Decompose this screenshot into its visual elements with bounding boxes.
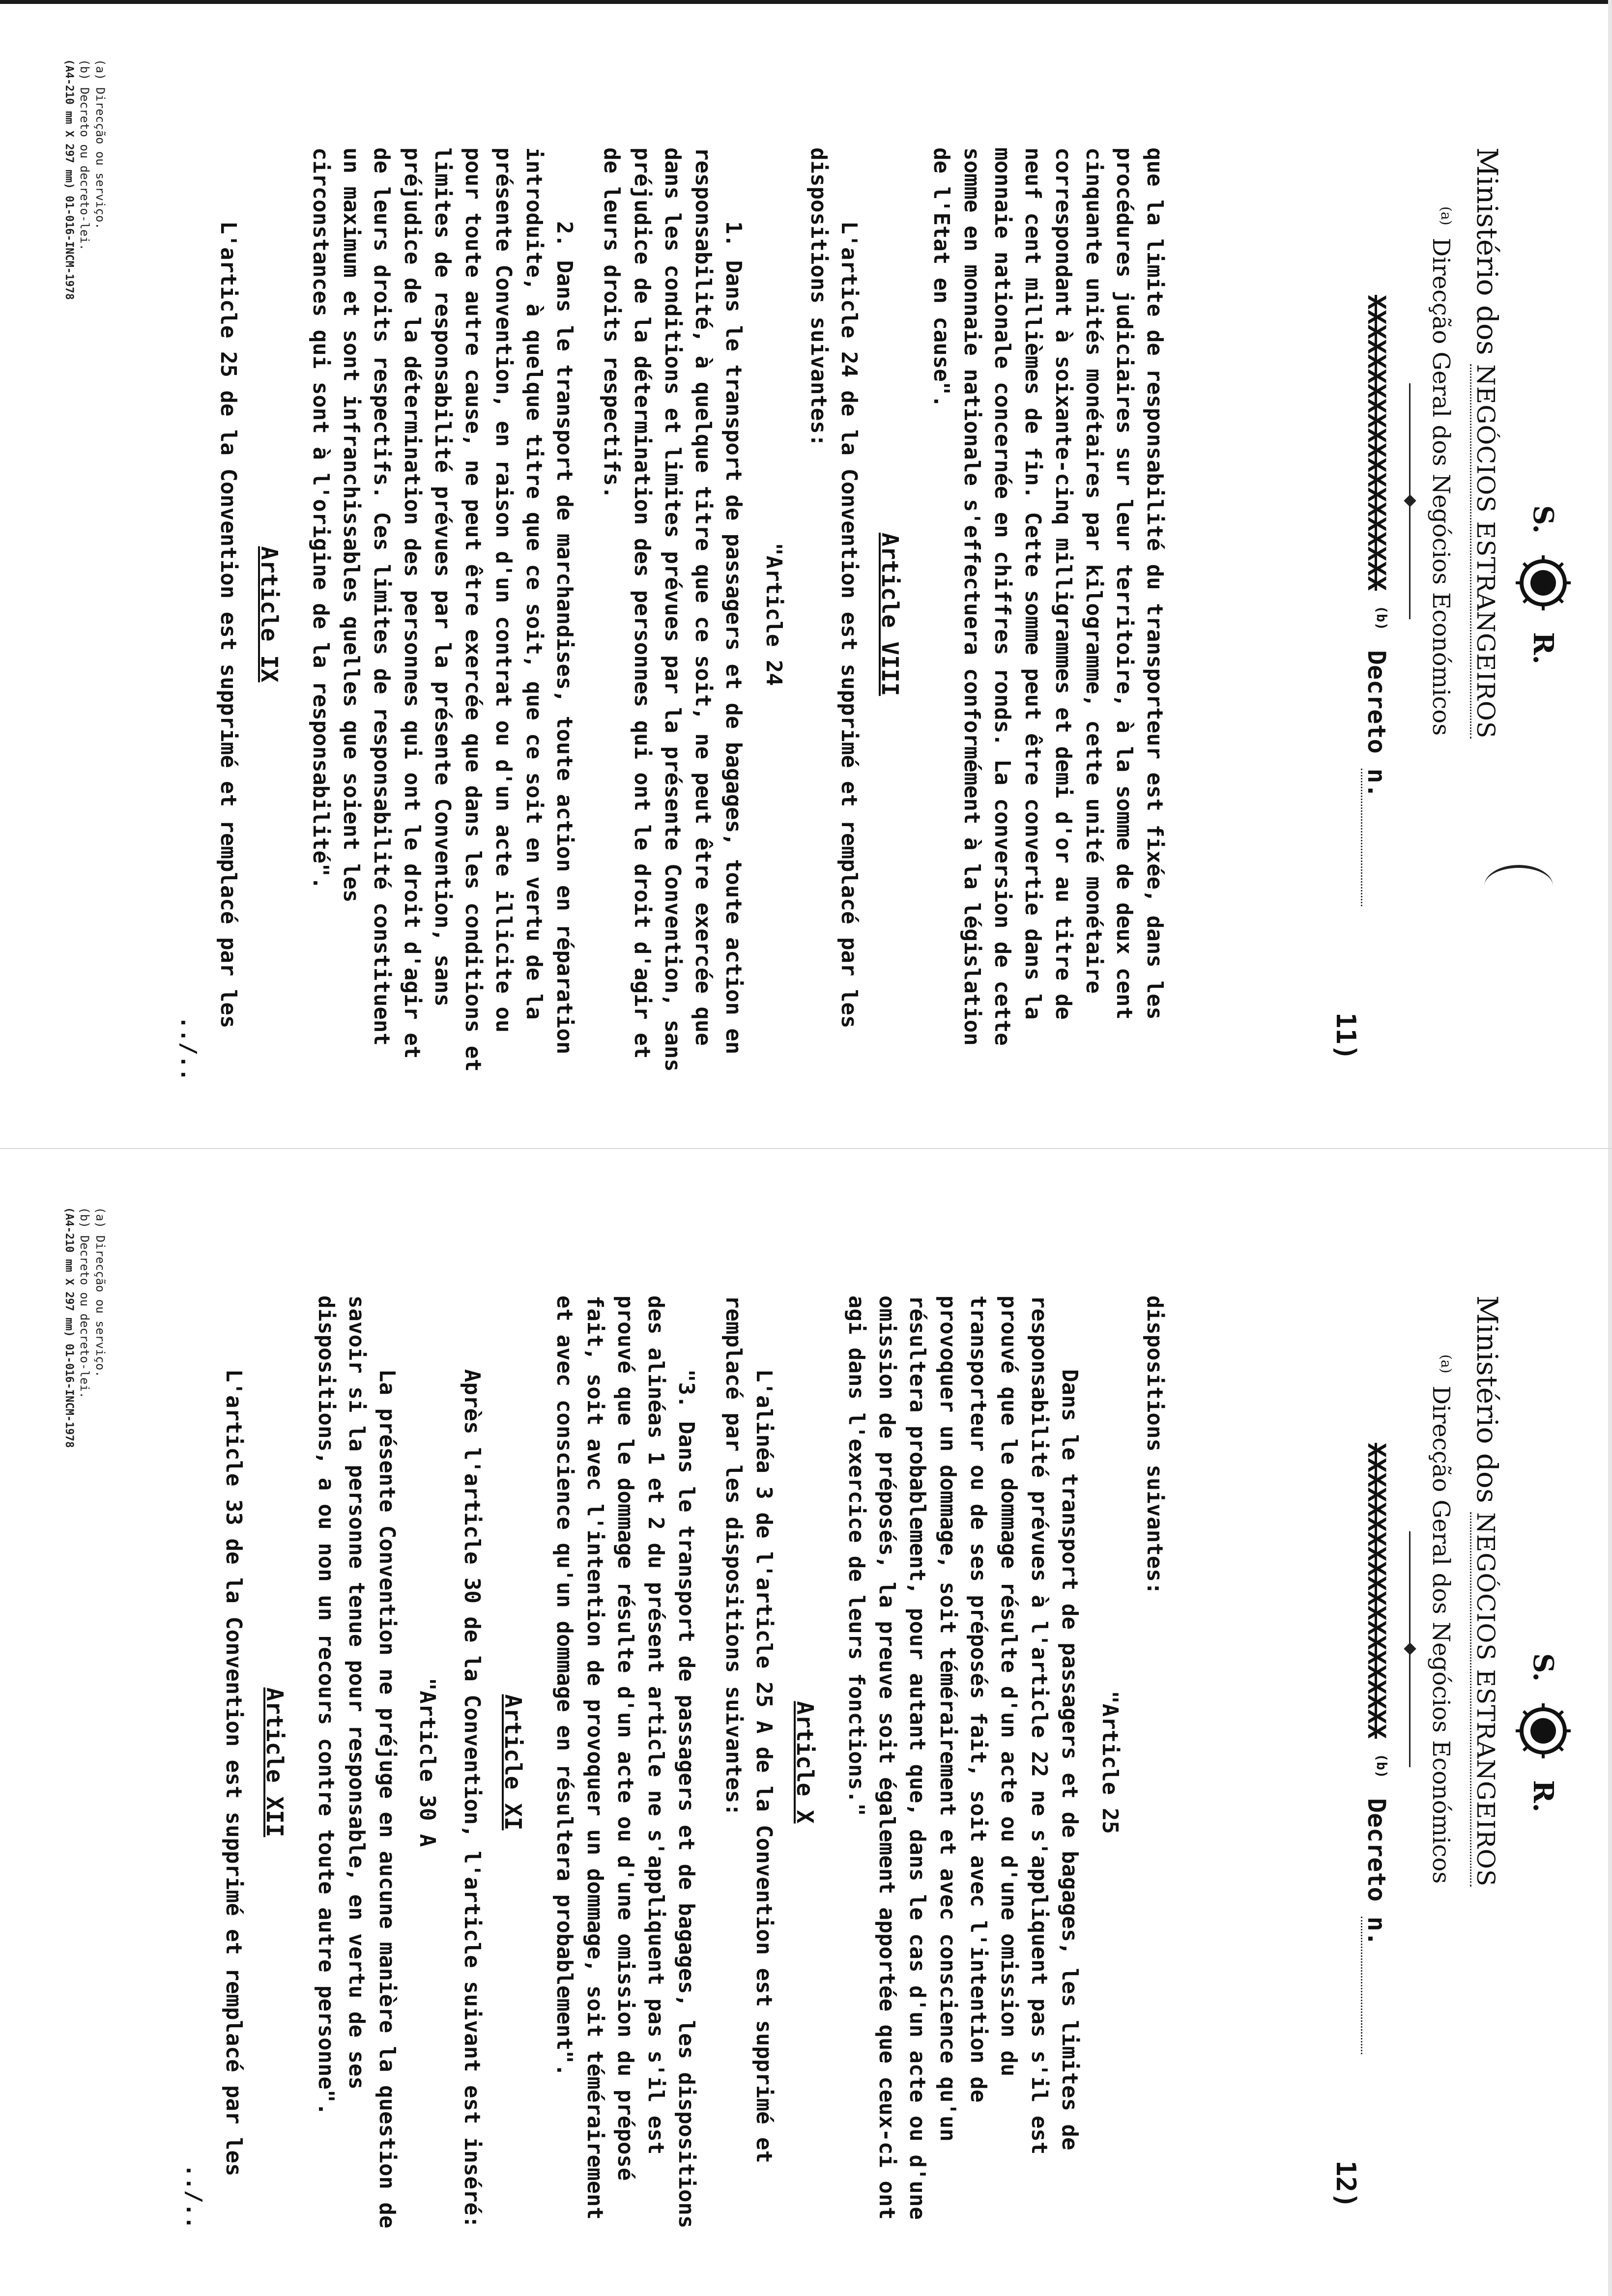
- page-footer: [61, 59, 108, 1042]
- seal-letter-right: R.: [1527, 631, 1559, 664]
- ministry-name: NEGÓCIOS ESTRANGEIROS: [1470, 364, 1500, 739]
- form-code: (A4-210 mm X 297 mm) 01-016-INCM-1978: [63, 1207, 75, 1448]
- paragraph: "3. Dans le transport de passagers et de bagages, les dispositions des alinéas 1 et 2 du présent article ne s'appliquent pas s'il est prouvé que le dommage résulte d'un acte ou d'une omission du préposé fait, soit avec l'intention de provoquer un dommage, soit témérairement et avec conscience qu'un dommage en résultera probablement".: [552, 1295, 699, 2241]
- handwritten-mark: [1484, 865, 1553, 907]
- paragraph: L'article 24 de la Convention est supprimé et remplacé par les dispositions suivantes:: [806, 147, 862, 1041]
- decreto-label: Decreto: [1362, 650, 1391, 754]
- decreto-line: [1361, 295, 1391, 885]
- decreto-number: n.: [1361, 769, 1391, 906]
- ministry-name: NEGÓCIOS ESTRANGEIROS: [1470, 1512, 1500, 1887]
- paragraph: L'alinéa 3 de l'article 25 A de la Convention est supprimé et remplacé par les dispositions suivantes:: [721, 1295, 777, 2177]
- seal-letter-left: S.: [1527, 1653, 1559, 1682]
- paragraph: Après l'article 30 de la Convention, l'article suivant est inséré:: [460, 1369, 485, 2229]
- paragraph: L'article 25 de la Convention est supprimé et remplacé par les: [216, 221, 241, 1029]
- decreto-struck-out: XXXXXXXXXXXXXXXXXXXX: [1362, 1443, 1391, 1739]
- continuation-mark: ../..: [176, 1016, 201, 1081]
- coat-of-arms-icon: [1514, 553, 1573, 612]
- decreto-footnote-mark: (b): [1373, 605, 1390, 631]
- direcao-line: [1427, 206, 1455, 1042]
- page-header: [1199, 0, 1592, 1148]
- page-header: [1199, 1148, 1592, 2296]
- quoted-article-heading: "Article 24: [761, 543, 786, 686]
- direcao-name: Direcção Geral dos Negócios Económicos: [1427, 237, 1455, 736]
- article-heading: Article IX: [256, 546, 283, 683]
- paragraph: que la limite de responsabilité du transporteur est fixée, dans les procédures judiciaires sur leur territoire, à la somme de deux cent cinquante unités monétaires par kilogramme, cette unité monétaire correspondant à soixante-cinq milligrammes et demi d'or au titre de neuf cent millièmes de fin. Cette somme peut être convertie dans la monnaie nationale concernée en chiffres ronds. La conversion de cette somme en monnaie nationale s'effectuera conformément à la législation de l'Etat en cause".: [929, 147, 1167, 1059]
- article-heading: Article XI: [500, 1694, 526, 1831]
- paragraph: La présente Convention ne préjuge en aucune manière la question de savoir si la personne tenue pour responsable, en vertu de ses dispositions, a ou non un recours contre toute autre personne".: [314, 1295, 400, 2241]
- decreto-number: n.: [1361, 1917, 1391, 2054]
- direcao-footnote-mark: (a): [1438, 1354, 1454, 1374]
- article-heading: Article X: [792, 1701, 818, 1824]
- page-number: 11): [1330, 1012, 1361, 1061]
- republic-seal: [1509, 413, 1578, 757]
- quoted-article-heading: "Article 25: [1097, 1691, 1123, 1834]
- paragraph: L'article 33 de la Convention est supprimé et remplacé par les: [221, 1369, 246, 2177]
- direcao-name: Direcção Geral dos Negócios Económicos: [1427, 1385, 1455, 1884]
- paragraph: 2. Dans le transport de marchandises, toute action en réparation introduite, à quelque titre que ce soit, que ce soit en vertu de la présente Convention, en raison d'un contrat ou d'un acte illicite ou pour toute autre cause, ne peut être exercée que dans les conditions et limites de responsabilité prévues par la présente Convention, sans préjudice de la détermination des personnes qui ont le droit d'agir et de leurs droits respectifs. Ces limites de responsabilité constituent un maximum et sont infranchissables quelles que soient les circonstances qui sont à l'origine de la responsabilité".: [308, 147, 577, 1085]
- seal-letter-left: S.: [1527, 505, 1559, 534]
- header-rule-ornament: [1404, 494, 1416, 507]
- ministry-prefix: Ministério dos: [1470, 1295, 1504, 1503]
- ministry-prefix: Ministério dos: [1470, 147, 1504, 355]
- footnote-a: (a) Direcção ou serviço.: [93, 59, 107, 230]
- page-number: 12): [1330, 2160, 1361, 2209]
- continuation-mark: ../..: [181, 2164, 206, 2229]
- seal-letter-right: R.: [1527, 1779, 1559, 1812]
- paragraph: Dans le transport de passagers et de bagages, les limites de responsabilité prévues à l'article 22 ne s'appliquent pas s'il est prouvé que le dommage résulte d'un acte ou d'une omission du transporteur ou de ses préposés fait, soit avec l'intention de provoquer un dommage, soit témérairement et avec conscience qu'un résultera probablement, pour autant que, dans le cas d'un acte ou d'une omission de préposés, la preuve soit également apportée que ceux-ci ont agi dans l'exercice de leurs fonctions.": [844, 1295, 1082, 2233]
- decreto-line: [1361, 1443, 1391, 2033]
- republic-seal: [1509, 1561, 1578, 1905]
- paragraph: 1. Dans le transport de passagers et de bagages, toute action en responsabilité, à quelque titre que ce soit, ne peut être exercée que dans les conditions et limites prévues par la présente Convention, sans préjudice de la détermination des personnes qui ont le droit d'agir et de leurs droits respectifs.: [599, 147, 746, 1085]
- decreto-struck-out: XXXXXXXXXXXXXXXXXXXX: [1362, 295, 1391, 591]
- page-body: [113, 1295, 1170, 2241]
- page-footer: [61, 1207, 108, 2190]
- coat-of-arms-icon: [1514, 1701, 1573, 1760]
- article-heading: Article VIII: [877, 532, 903, 696]
- direcao-line: [1427, 1354, 1455, 2190]
- direcao-footnote-mark: (a): [1438, 206, 1454, 226]
- footnote-b: (b) Decreto ou decreto-lei.: [78, 59, 91, 251]
- decreto-label: Decreto: [1362, 1798, 1391, 1902]
- article-heading: Article XII: [261, 1687, 288, 1837]
- ministry-line: [1470, 1295, 1504, 2180]
- decreto-footnote-mark: (b): [1373, 1753, 1390, 1779]
- form-code: (A4-210 mm X 297 mm) 01-016-INCM-1978: [63, 59, 75, 300]
- footnote-a: (a) Direcção ou serviço.: [93, 1207, 107, 1378]
- quoted-article-heading: "Article 30 A: [415, 1677, 440, 1847]
- page-body: [113, 147, 1170, 1085]
- header-rule-ornament: [1404, 1642, 1416, 1655]
- paragraph: dispositions suivantes:: [1142, 1295, 1167, 1595]
- document-page-12: [0, 1148, 1612, 2296]
- footnote-b: (b) Decreto ou decreto-lei.: [78, 1207, 91, 1399]
